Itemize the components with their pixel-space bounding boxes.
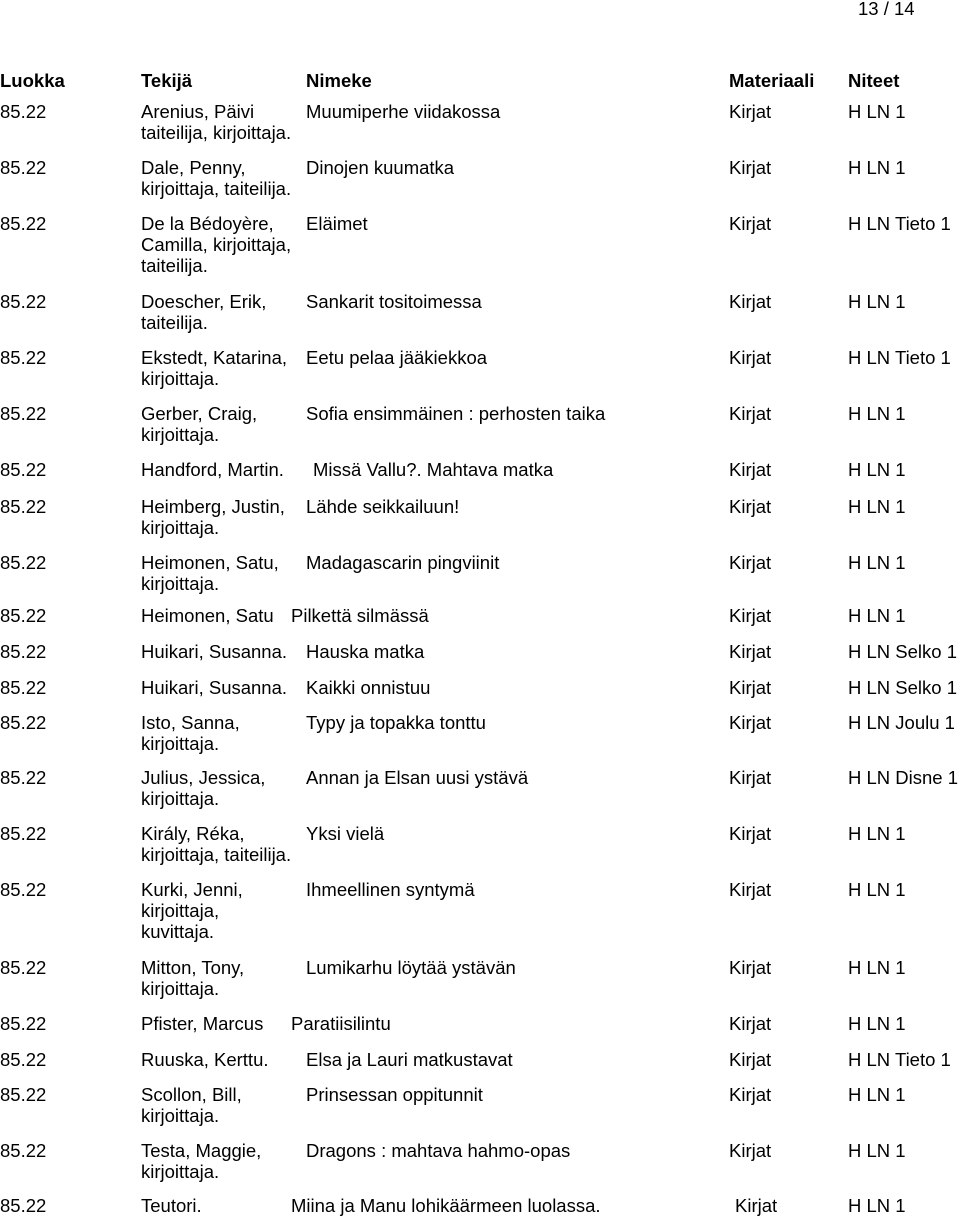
cell-niteet: H LN Selko 1 [848, 677, 957, 698]
tekija-line: kirjoittaja, taiteilija. [141, 178, 292, 199]
cell-niteet: H LN 1 [848, 552, 906, 573]
cell-luokka: 85.22 [0, 157, 47, 178]
cell-luokka: 85.22 [0, 1049, 47, 1070]
cell-nimeke: Annan ja Elsan uusi ystävä [306, 767, 529, 788]
tekija-line: taiteilija. [141, 312, 208, 333]
cell-materiaali: Kirjat [729, 767, 772, 788]
cell-tekija [141, 823, 291, 865]
tekija-line: Testa, Maggie, [141, 1140, 262, 1161]
tekija-line: Király, Réka, [141, 823, 245, 844]
tekija-line: Dale, Penny, [141, 157, 246, 178]
cell-tekija [141, 101, 291, 143]
cell-tekija [141, 1084, 242, 1126]
cell-tekija [141, 403, 257, 445]
cell-nimeke: Dragons : mahtava hahmo-opas [306, 1140, 571, 1161]
cell-tekija [141, 347, 287, 389]
cell-niteet: H LN 1 [848, 823, 906, 844]
tekija-line: kirjoittaja. [141, 368, 220, 389]
cell-niteet: H LN 1 [848, 1013, 906, 1034]
cell-niteet: H LN 1 [848, 1195, 906, 1216]
cell-luokka: 85.22 [0, 347, 47, 368]
cell-tekija [141, 1195, 202, 1216]
tekija-line: Huikari, Susanna. [141, 641, 288, 662]
cell-nimeke: Eläimet [306, 213, 368, 234]
cell-luokka: 85.22 [0, 1195, 47, 1216]
cell-nimeke: Kaikki onnistuu [306, 677, 431, 698]
tekija-line: Mitton, Tony, [141, 957, 245, 978]
tekija-line: kirjoittaja. [141, 788, 220, 809]
tekija-line: Arenius, Päivi [141, 101, 255, 122]
cell-luokka: 85.22 [0, 552, 47, 573]
cell-luokka: 85.22 [0, 641, 47, 662]
cell-materiaali: Kirjat [729, 496, 772, 517]
cell-luokka: 85.22 [0, 767, 47, 788]
tekija-line: kirjoittaja. [141, 517, 220, 538]
cell-luokka: 85.22 [0, 101, 47, 122]
cell-materiaali: Kirjat [729, 641, 772, 662]
tekija-line: taiteilija, kirjoittaja. [141, 122, 292, 143]
cell-tekija [141, 496, 285, 538]
tekija-line: Heimberg, Justin, [141, 496, 285, 517]
cell-tekija [141, 1140, 261, 1182]
header-niteet: Niteet [848, 70, 900, 91]
cell-materiaali: Kirjat [729, 347, 772, 368]
cell-tekija [141, 641, 287, 662]
header-nimeke: Nimeke [306, 70, 372, 91]
cell-tekija [141, 552, 279, 594]
page-number: 13 / 14 [858, 0, 915, 19]
cell-nimeke: Dinojen kuumatka [306, 157, 455, 178]
cell-luokka: 85.22 [0, 459, 47, 480]
cell-nimeke: Elsa ja Lauri matkustavat [306, 1049, 513, 1070]
cell-materiaali: Kirjat [729, 291, 772, 312]
cell-materiaali: Kirjat [729, 957, 772, 978]
tekija-line: Scollon, Bill, [141, 1084, 242, 1105]
tekija-line: Kurki, Jenni, [141, 879, 243, 900]
cell-luokka: 85.22 [0, 605, 47, 626]
cell-tekija [141, 291, 266, 333]
tekija-line: kuvittaja. [141, 921, 215, 942]
cell-materiaali: Kirjat [729, 213, 772, 234]
cell-nimeke: Madagascarin pingviinit [306, 552, 500, 573]
cell-tekija [141, 157, 291, 199]
cell-nimeke: Lähde seikkailuun! [306, 496, 460, 517]
cell-tekija [141, 712, 240, 754]
cell-niteet: H LN Tieto 1 [848, 213, 951, 234]
tekija-line: Doescher, Erik, [141, 291, 267, 312]
cell-luokka: 85.22 [0, 1140, 47, 1161]
cell-tekija [141, 1013, 263, 1034]
cell-materiaali: Kirjat [729, 403, 772, 424]
cell-niteet: H LN 1 [848, 496, 906, 517]
cell-tekija [141, 957, 244, 999]
tekija-line: kirjoittaja. [141, 733, 220, 754]
cell-luokka: 85.22 [0, 403, 47, 424]
tekija-line: Pfister, Marcus [141, 1013, 264, 1034]
cell-niteet: H LN 1 [848, 879, 906, 900]
cell-nimeke: Hauska matka [306, 641, 425, 662]
cell-materiaali: Kirjat [735, 1195, 778, 1216]
tekija-line: Huikari, Susanna. [141, 677, 288, 698]
tekija-line: kirjoittaja. [141, 1105, 220, 1126]
cell-niteet: H LN 1 [848, 101, 906, 122]
cell-niteet: H LN 1 [848, 157, 906, 178]
cell-luokka: 85.22 [0, 712, 47, 733]
tekija-line: kirjoittaja. [141, 424, 220, 445]
cell-luokka: 85.22 [0, 496, 47, 517]
cell-niteet: H LN 1 [848, 1140, 906, 1161]
cell-materiaali: Kirjat [729, 552, 772, 573]
cell-materiaali: Kirjat [729, 1013, 772, 1034]
cell-niteet: H LN Tieto 1 [848, 347, 951, 368]
cell-tekija [141, 879, 243, 942]
tekija-line: Heimonen, Satu [141, 605, 274, 626]
cell-niteet: H LN 1 [848, 291, 906, 312]
cell-niteet: H LN Tieto 1 [848, 1049, 951, 1070]
cell-luokka: 85.22 [0, 1013, 47, 1034]
cell-nimeke: Typy ja topakka tonttu [306, 712, 486, 733]
cell-nimeke: Prinsessan oppitunnit [306, 1084, 483, 1105]
cell-niteet: H LN 1 [848, 605, 906, 626]
tekija-line: Camilla, kirjoittaja, [141, 234, 292, 255]
tekija-line: kirjoittaja. [141, 1161, 220, 1182]
cell-nimeke: Muumiperhe viidakossa [306, 101, 501, 122]
cell-materiaali: Kirjat [729, 823, 772, 844]
tekija-line: Heimonen, Satu, [141, 552, 279, 573]
cell-materiaali: Kirjat [729, 1049, 772, 1070]
cell-nimeke: Eetu pelaa jääkiekkoa [306, 347, 488, 368]
tekija-line: De la Bédoyère, [141, 213, 274, 234]
cell-materiaali: Kirjat [729, 1084, 772, 1105]
cell-tekija [141, 677, 287, 698]
cell-tekija [141, 1049, 269, 1070]
cell-nimeke: Sankarit tositoimessa [306, 291, 482, 312]
tekija-line: Isto, Sanna, [141, 712, 240, 733]
cell-tekija [141, 459, 284, 480]
cell-luokka: 85.22 [0, 1084, 47, 1105]
cell-materiaali: Kirjat [729, 677, 772, 698]
cell-materiaali: Kirjat [729, 879, 772, 900]
tekija-line: Julius, Jessica, [141, 767, 266, 788]
cell-materiaali: Kirjat [729, 157, 772, 178]
tekija-line: Ekstedt, Katarina, [141, 347, 288, 368]
cell-luokka: 85.22 [0, 677, 47, 698]
cell-materiaali: Kirjat [729, 101, 772, 122]
cell-nimeke: Yksi vielä [306, 823, 385, 844]
cell-materiaali: Kirjat [729, 1140, 772, 1161]
cell-niteet: H LN Joulu 1 [848, 712, 955, 733]
cell-niteet: H LN 1 [848, 403, 906, 424]
tekija-line: Teutori. [141, 1195, 202, 1216]
cell-luokka: 85.22 [0, 823, 47, 844]
tekija-line: taiteilija. [141, 255, 208, 276]
cell-niteet: H LN 1 [848, 459, 906, 480]
cell-tekija [141, 605, 274, 626]
cell-luokka: 85.22 [0, 879, 47, 900]
tekija-line: Gerber, Craig, [141, 403, 258, 424]
cell-nimeke: Lumikarhu löytää ystävän [306, 957, 516, 978]
cell-nimeke: Paratiisilintu [291, 1013, 391, 1034]
cell-nimeke: Miina ja Manu lohikäärmeen luolassa. [291, 1195, 601, 1216]
header-tekija: Tekijä [141, 70, 193, 91]
cell-nimeke: Missä Vallu?. Mahtava matka [313, 459, 554, 480]
header-luokka: Luokka [0, 70, 65, 91]
cell-niteet: H LN 1 [848, 957, 906, 978]
cell-tekija [141, 767, 265, 809]
cell-luokka: 85.22 [0, 213, 47, 234]
tekija-line: Ruuska, Kerttu. [141, 1049, 269, 1070]
tekija-line: kirjoittaja, taiteilija. [141, 844, 292, 865]
header-materiaali: Materiaali [729, 70, 815, 91]
tekija-line: Handford, Martin. [141, 459, 284, 480]
cell-nimeke: Sofia ensimmäinen : perhosten taika [306, 403, 606, 424]
cell-materiaali: Kirjat [729, 712, 772, 733]
cell-materiaali: Kirjat [729, 459, 772, 480]
cell-nimeke: Ihmeellinen syntymä [306, 879, 475, 900]
cell-niteet: H LN Selko 1 [848, 641, 957, 662]
tekija-line: kirjoittaja. [141, 978, 220, 999]
cell-materiaali: Kirjat [729, 605, 772, 626]
cell-niteet: H LN Disne 1 [848, 767, 959, 788]
tekija-line: kirjoittaja. [141, 573, 220, 594]
cell-tekija [141, 213, 291, 276]
cell-luokka: 85.22 [0, 957, 47, 978]
cell-niteet: H LN 1 [848, 1084, 906, 1105]
tekija-line: kirjoittaja, [141, 900, 220, 921]
cell-luokka: 85.22 [0, 291, 47, 312]
cell-nimeke: Pilkettä silmässä [291, 605, 429, 626]
